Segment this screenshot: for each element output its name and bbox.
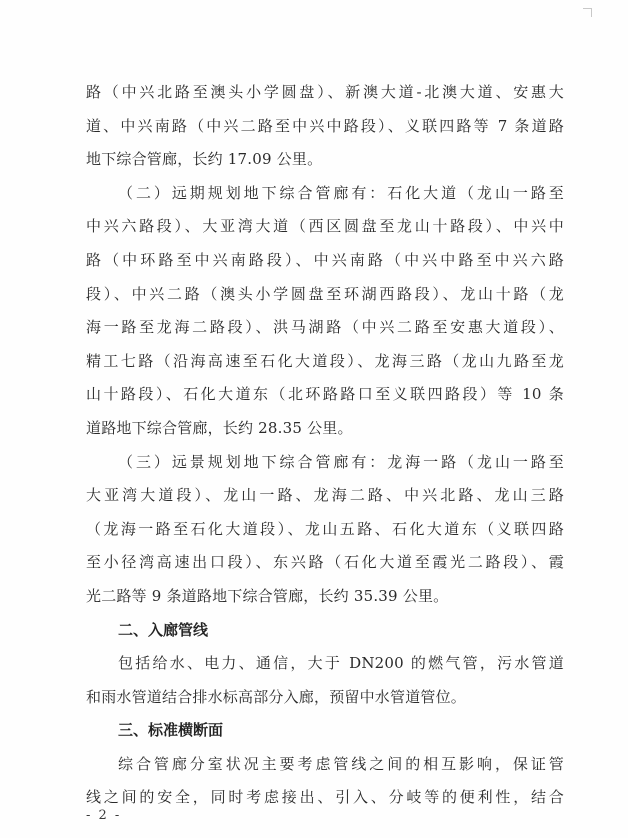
section-heading: 二、入廊管线	[118, 620, 209, 639]
paragraph-line: （二）远期规划地下综合管廊有：石化大道（龙山一路至	[118, 183, 564, 202]
paragraph-line: 道、中兴南路（中兴二路至中兴中路段）、义联四路等 7 条道路	[86, 116, 564, 135]
paragraph-line: 地下综合管廊，长约 17.09 公里。	[86, 150, 323, 169]
paragraph-line: 综合管廊分室状况主要考虑管线之间的相互影响，保证管	[118, 754, 564, 773]
paragraph-line: 线之间的安全，同时考虑接出、引入、分岐等的便利性，结合	[86, 788, 564, 807]
paragraph-line: 大亚湾大道段）、龙山一路、龙海二路、中兴北路、龙山三路	[86, 486, 564, 505]
page-number: - 2 -	[86, 808, 122, 823]
paragraph-line: （龙海一路至石化大道段）、龙山五路、石化大道东（义联四路	[86, 519, 564, 538]
body-text	[86, 76, 564, 815]
paragraph-line: 山十路段）、石化大道东（北环路路口至义联四路段）等 10 条	[86, 385, 564, 404]
paragraph-line: 路（中兴北路至澳头小学圆盘）、新澳大道-北澳大道、安惠大	[86, 83, 564, 101]
paragraph-line: 中兴六路段）、大亚湾大道（西区圆盘至龙山十路段）、中兴中	[86, 217, 564, 236]
paragraph-line: （三）远景规划地下综合管廊有：龙海一路（龙山一路至	[118, 452, 564, 471]
paragraph-line: 道路地下综合管廊，长约 28.35 公里。	[86, 418, 353, 437]
corner-crop-mark	[583, 8, 592, 17]
paragraph-line: 和雨水管道结合排水标高部分入廊，预留中水管道管位。	[86, 687, 467, 706]
paragraph-line: 海一路至龙海二路段）、洪马湖路（中兴二路至安惠大道段）、	[86, 318, 564, 337]
section-heading: 三、标准横断面	[118, 721, 224, 740]
paragraph-line: 精工七路（沿海高速至石化大道段）、龙海三路（龙山九路至龙	[86, 351, 564, 370]
paragraph-line: 包括给水、电力、通信，大于 DN200 的燃气管，污水管道	[118, 654, 564, 673]
paragraph-line: 光二路等 9 条道路地下综合管廊，长约 35.39 公里。	[86, 586, 449, 605]
paragraph-line: 至小径湾高速出口段）、东兴路（石化大道至霞光二路段）、霞	[86, 553, 564, 572]
paragraph-line: 段）、中兴二路（澳头小学圆盘至环湖西路段）、龙山十路（龙	[86, 284, 564, 303]
paragraph-line: 路（中环路至中兴南路段）、中兴南路（中兴中路至中兴六路	[86, 250, 564, 269]
